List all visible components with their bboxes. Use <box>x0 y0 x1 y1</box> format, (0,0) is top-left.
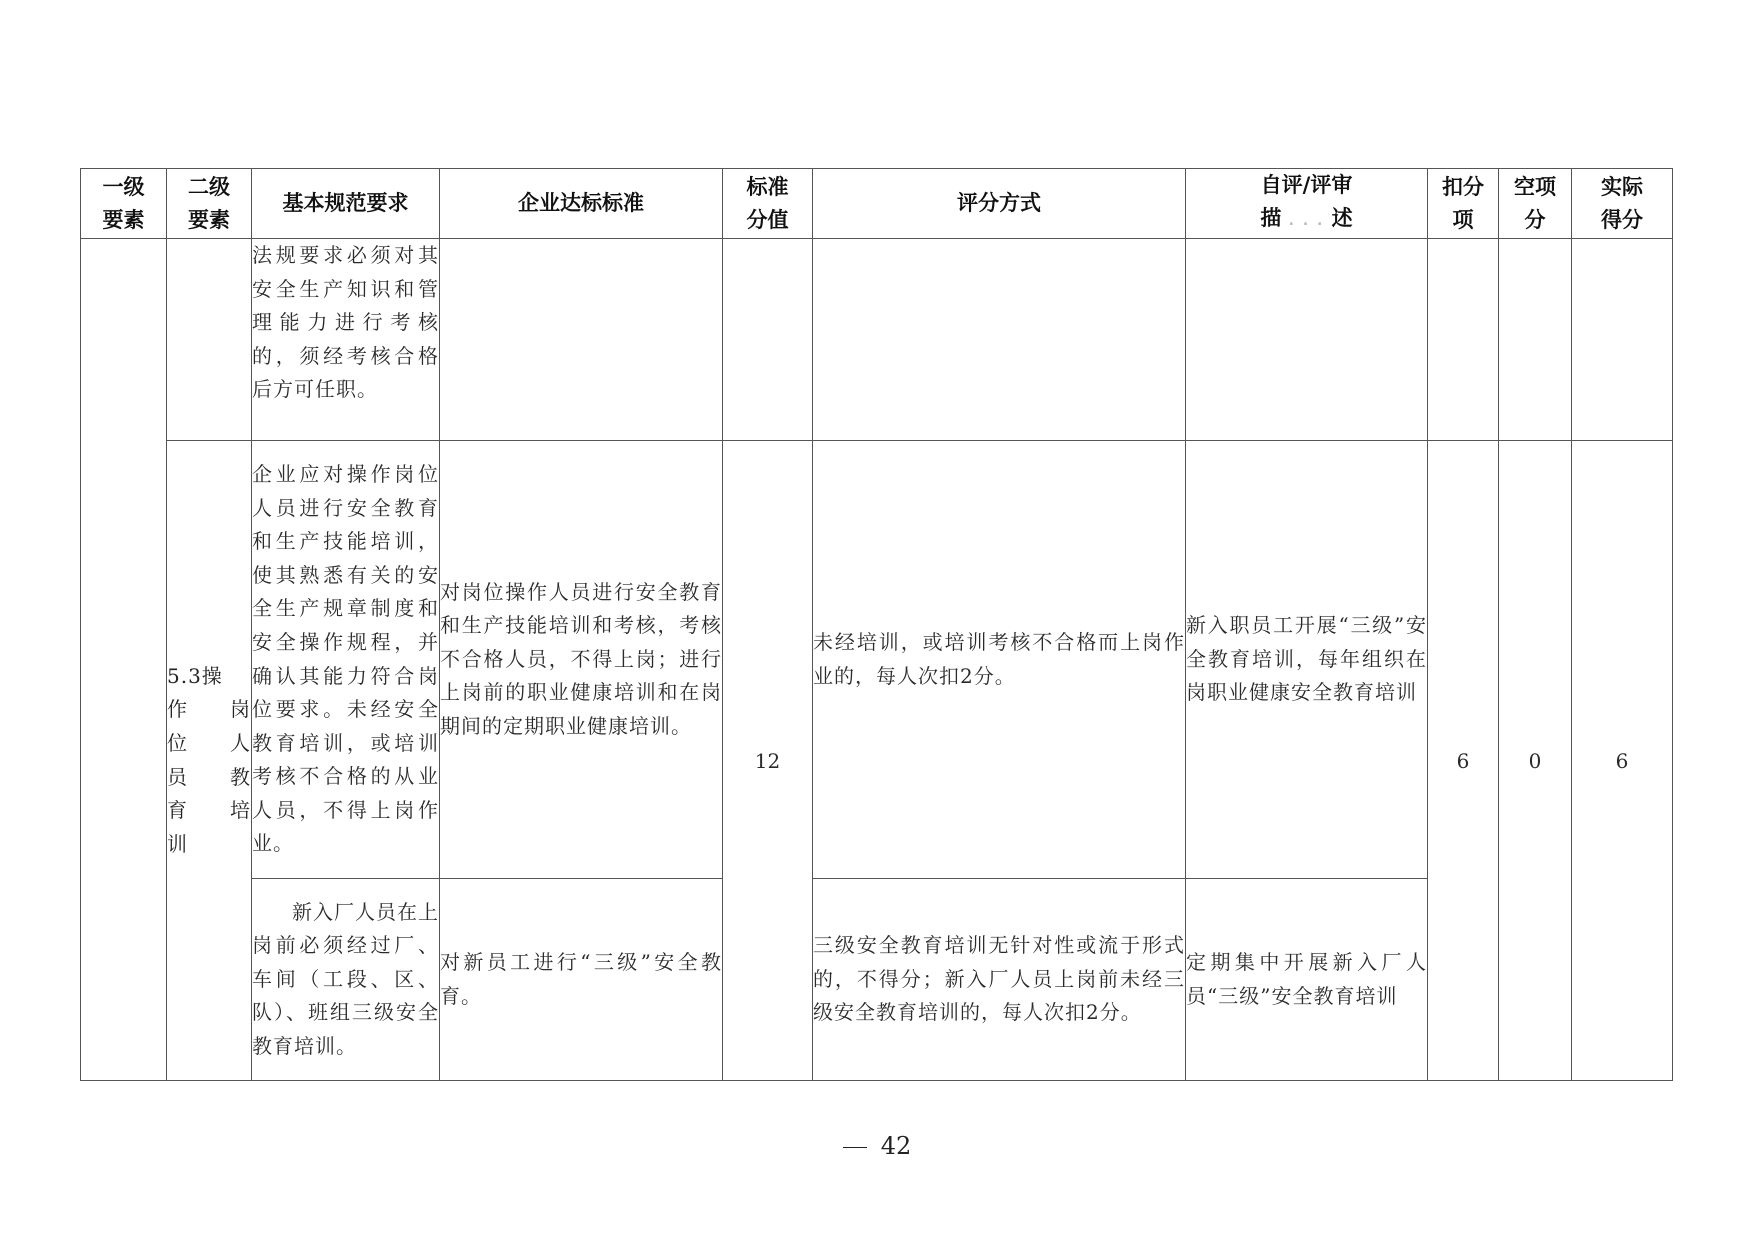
actual-score-value: 6 <box>1572 441 1673 1081</box>
score-cell-empty <box>723 239 813 441</box>
table-row <box>81 239 1673 441</box>
self-evaluation-text: 新入职员工开展“三级”安全教育培训，每年组织在岗职业健康安全教育培训 <box>1186 441 1428 879</box>
header-level2-line1: 二级 <box>188 174 230 199</box>
header-level1-line2: 要素 <box>102 207 145 232</box>
header-level2-line2: 要素 <box>188 207 230 232</box>
header-actual-line2: 得分 <box>1601 207 1643 232</box>
level2-cell-empty <box>167 239 252 441</box>
header-self-eval-dots: . . . <box>1288 213 1325 229</box>
header-score-line2: 分值 <box>746 207 789 232</box>
self-evaluation-text: 定期集中开展新入厂人员“三级”安全教育培训 <box>1186 879 1428 1081</box>
empty-score-value: 0 <box>1499 441 1572 1081</box>
section-label-line: 员 教 <box>167 764 251 789</box>
basic-requirement-text: 法规要求必须对其安全生产知识和管理能力进行考核的，须经考核合格后方可任职。 <box>252 239 440 441</box>
header-level1 <box>81 169 167 239</box>
evaluation-table <box>80 168 1673 1081</box>
standard-cell-empty <box>440 239 723 441</box>
enterprise-standard-text: 对岗位操作人员进行安全教育和生产技能培训和考核，考核不合格人员，不得上岗；进行上岗前的职业健康培训和在岗期间的定期职业健康培训。 <box>440 441 723 879</box>
enterprise-standard-text: 对新员工进行“三级”安全教育。 <box>440 879 723 1081</box>
section-label-line: 作 岗 <box>167 697 251 722</box>
header-deduct-line2: 项 <box>1452 207 1474 232</box>
page-footer <box>0 1132 1754 1160</box>
header-self-eval-line2 <box>1186 202 1427 238</box>
self-eval-cell-empty <box>1186 239 1428 441</box>
actual-cell-empty <box>1572 239 1673 441</box>
header-level2 <box>167 169 252 239</box>
header-scoring-method: 评分方式 <box>813 169 1186 239</box>
standard-score-value: 12 <box>723 441 813 1081</box>
header-empty-line1: 空项 <box>1514 174 1556 199</box>
header-actual-score <box>1572 169 1673 239</box>
section-label-line: 5.3操 <box>167 663 223 688</box>
method-cell-empty <box>813 239 1186 441</box>
header-deduction-items <box>1428 169 1499 239</box>
page-number: 42 <box>880 1132 912 1160</box>
footer-dash <box>843 1147 867 1148</box>
scoring-method-text: 未经培训，或培训考核不合格而上岗作业的，每人次扣2分。 <box>813 441 1186 879</box>
table-header-row <box>81 169 1673 239</box>
deduction-value: 6 <box>1428 441 1499 1081</box>
section-label-line: 位 人 <box>167 730 251 755</box>
header-standard-score <box>723 169 813 239</box>
basic-requirement-text: 新入厂人员在上岗前必须经过厂、车间（工段、区、队）、班组三级安全教育培训。 <box>252 879 440 1081</box>
header-self-eval-desc-1: 描 <box>1260 206 1282 230</box>
header-level1-line1: 一级 <box>102 174 145 199</box>
header-self-evaluation <box>1186 169 1428 239</box>
deduct-cell-empty <box>1428 239 1499 441</box>
header-score-line1: 标准 <box>746 174 789 199</box>
header-basic-requirements: 基本规范要求 <box>252 169 440 239</box>
header-deduct-line1: 扣分 <box>1442 174 1484 199</box>
basic-requirement-text: 企业应对操作岗位人员进行安全教育和生产技能培训，使其熟悉有关的安全生产规章制度和安全操作规程，并确认其能力符合岗位要求。未经安全教育培训，或培训考核不合格的从业人员，不得上岗作业。 <box>252 441 440 879</box>
section-label-line: 训 <box>167 831 188 856</box>
table-row <box>81 441 1673 879</box>
header-empty-score <box>1499 169 1572 239</box>
header-empty-line2: 分 <box>1524 207 1546 232</box>
level1-cell <box>81 239 167 1081</box>
scoring-method-text: 三级安全教育培训无针对性或流于形式的，不得分；新入厂人员上岗前未经三级安全教育培训的，每人次扣2分。 <box>813 879 1186 1081</box>
section-label-line: 育 培 <box>167 798 251 823</box>
level2-section-label <box>167 441 252 1081</box>
header-self-eval-line1: 自评/评审 <box>1260 173 1353 197</box>
empty-score-cell-empty <box>1499 239 1572 441</box>
header-enterprise-standard: 企业达标标准 <box>440 169 723 239</box>
header-actual-line1: 实际 <box>1601 174 1643 199</box>
header-self-eval-desc-2: 述 <box>1331 206 1353 230</box>
